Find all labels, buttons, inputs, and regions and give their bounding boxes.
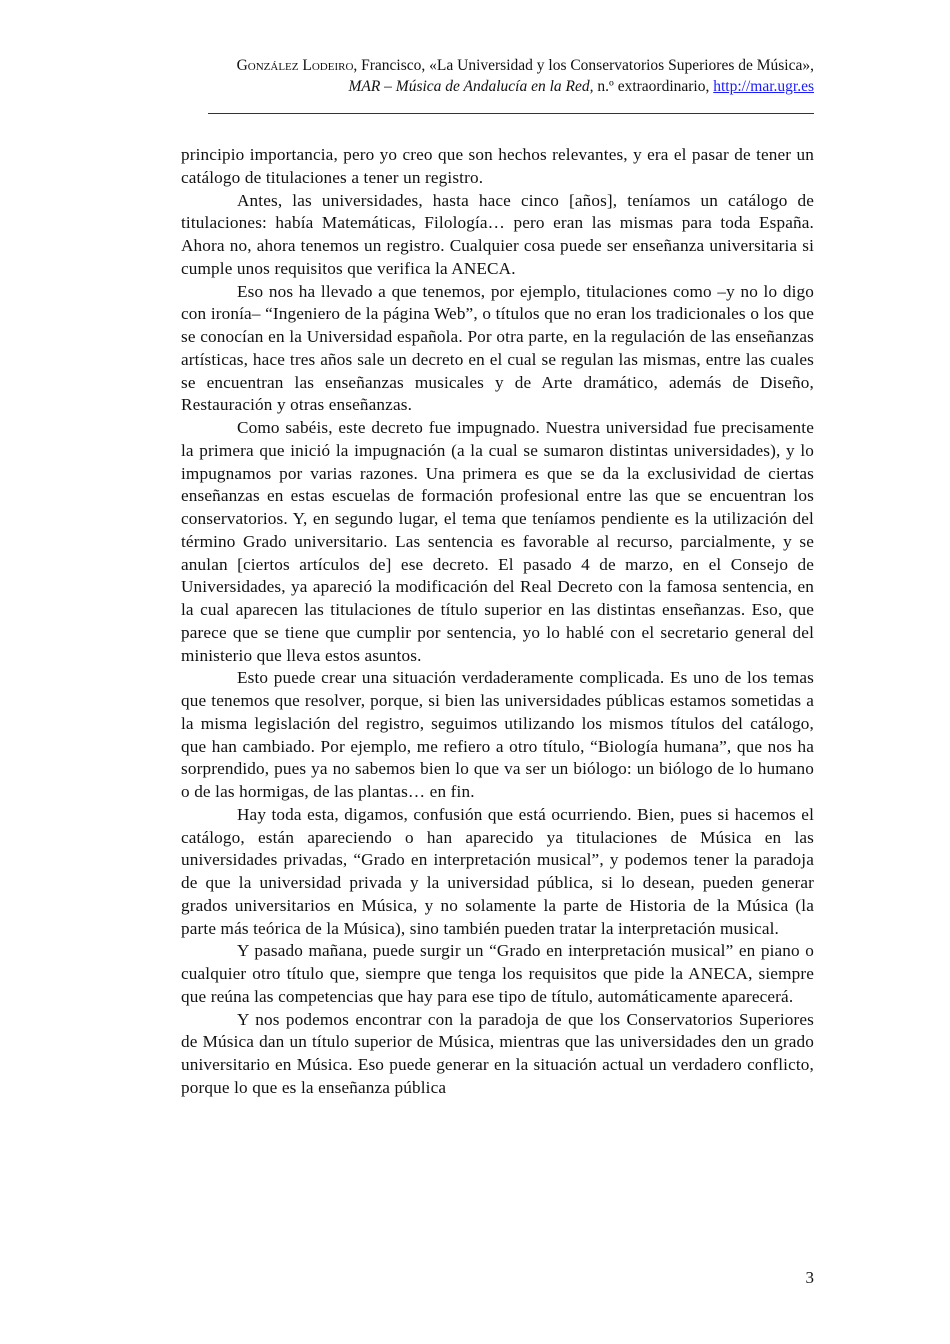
page-number: 3 bbox=[805, 1268, 814, 1287]
header-journal: MAR – Música de Andalucía en la Red, bbox=[348, 78, 594, 95]
header-issue: n.º extraordinario, bbox=[593, 78, 714, 95]
paragraph-3: Eso nos ha llevado a que tenemos, por ejemplo, titulaciones como –y no lo digo con ironía– “Ingeniero de la página Web”, o títulos que no eran los tradicionales o los que se conocían en la Universidad española. Por otra parte, en la regulación de las enseñanzas artísticas, hace tres años sale un decreto en el cual se regulan las mismas, entre las cuales se encuentran las enseñanzas musicales y de Arte dramático, además de Diseño, Restauración y otras enseñanzas. bbox=[181, 281, 814, 415]
running-header bbox=[200, 55, 814, 97]
header-citation: , Francisco, «La Universidad y los Conservatorios Superiores de Música», bbox=[353, 57, 814, 74]
header-divider bbox=[208, 113, 814, 114]
paragraph-6: Hay toda esta, digamos, confusión que está ocurriendo. Bien, pues si hacemos el catálogo, están apareciendo o han aparecido ya titulaciones de Música en las universidades privadas, “Grado en interpretación musical”, y podemos tener la paradoja de que la universidad privada y la universidad pública, si lo desean, pueden generar grados universitarios en Música, y no solamente la parte de Historia de la Música (la parte más teórica de la Música), sino también pueden tratar la interpretación musical. bbox=[181, 804, 814, 938]
paragraph-2: Antes, las universidades, hasta hace cinco [años], teníamos un catálogo de titulaciones: había Matemáticas, Filología… pero eran las mismas para toda España. Ahora no, ahora tenemos un registro. Cualquier cosa puede ser enseñanza universitaria si cumple unos requisitos que verifica la ANECA. bbox=[181, 190, 814, 278]
header-author: González Lodeiro bbox=[236, 57, 354, 74]
paragraph-7: Y pasado mañana, puede surgir un “Grado en interpretación musical” en piano o cualquier otro título que, siempre que tenga los requisitos que pide la ANECA, siempre que reúna las competencias que hay para ese tipo de título, automáticamente aparecerá. bbox=[181, 941, 814, 1006]
paragraph-8: Y nos podemos encontrar con la paradoja de que los Conservatorios Superiores de Música dan un título superior de Música, mientras que las universidades den un grado universitario en Música. Eso puede generar en la situación actual un verdadero conflicto, porque lo que es la enseñanza pública bbox=[181, 1009, 814, 1097]
article-body bbox=[181, 144, 814, 1100]
header-url-link[interactable]: http://mar.ugr.es bbox=[713, 78, 814, 95]
paragraph-4: Como sabéis, este decreto fue impugnado. Nuestra universidad fue precisamente la primera que inició la impugnación (a la cual se sumaron distintas universidades), y lo impugnamos por varias razones. Una primera es que se da la exclusividad de ciertas enseñanzas en estas escuelas de formación profesional entre las que se encuentran los conservatorios. Y, en segundo lugar, el tema que teníamos pendiente es la utilización del término Grado universitario. Las sentencia es favorable al recurso, parcialmente, y se anulan [ciertos artículos de] ese decreto. El pasado 4 de marzo, en el Consejo de Universidades, ya apareció la modificación del Real Decreto con la famosa sentencia, en la cual aparecen las titulaciones de título superior en las distintas enseñanzas. Eso, que parece que se tiene que cumplir por sentencia, yo lo hablé con el secretario general del ministerio que lleva estos asuntos. bbox=[181, 418, 814, 665]
paragraph-1: principio importancia, pero yo creo que son hechos relevantes, y era el pasar de tener un catálogo de titulaciones a tener un registro. bbox=[181, 145, 814, 187]
header-journal-line bbox=[200, 76, 814, 97]
header-citation-line bbox=[200, 55, 814, 76]
paragraph-5: Esto puede crear una situación verdaderamente complicada. Es uno de los temas que tenemos que resolver, porque, si bien las universidades públicas estamos sometidas a la misma legislación del registro, seguimos utilizando los mismos títulos del catálogo, que han cambiado. Por ejemplo, me refiero a otro título, “Biología humana”, que nos ha sorprendido, pues ya no sabemos bien lo que va ser un biólogo: un biólogo de lo humano o de las hormigas, de las plantas… en fin. bbox=[181, 668, 814, 801]
